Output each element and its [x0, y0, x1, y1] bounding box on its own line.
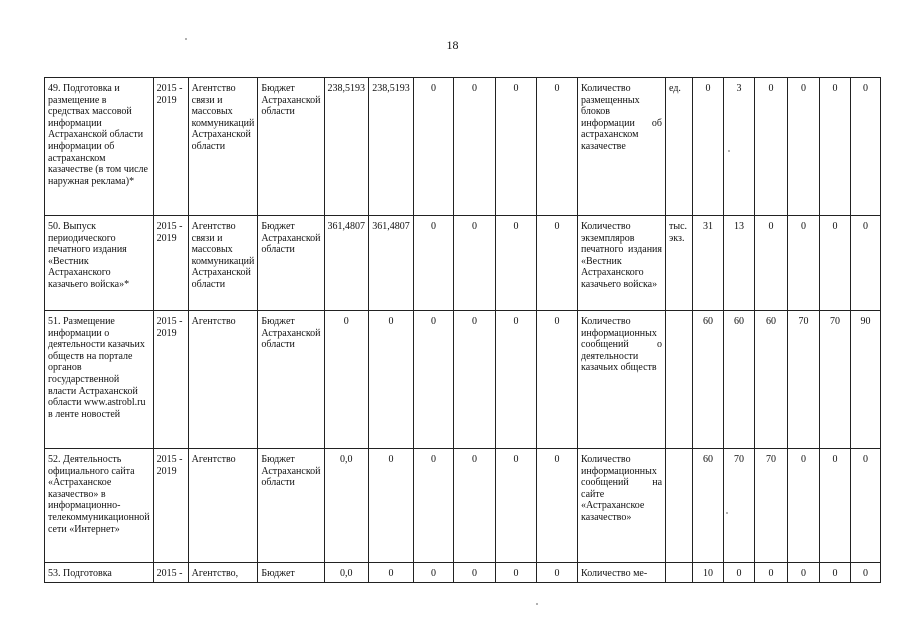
- funding-total: 238,5193: [324, 78, 369, 216]
- indicator: Количество информационных сообщений о деятельности казачьих обществ: [578, 311, 666, 449]
- indicator-value: 0: [851, 563, 881, 583]
- period: 2015 - 2019: [153, 311, 188, 449]
- indicator-value: 60: [693, 311, 724, 449]
- page-number: 18: [446, 38, 459, 52]
- indicator-value: 70: [820, 311, 851, 449]
- funding-total: 0,0: [324, 449, 369, 563]
- funding-year: 0: [454, 449, 496, 563]
- table-row: [45, 563, 881, 583]
- funding-year: 0: [454, 78, 496, 216]
- funding-year: 0: [369, 311, 414, 449]
- executor: Агентство связи и массовых коммуникаций Астраханской области: [188, 216, 258, 311]
- period: 2015 -: [153, 563, 188, 583]
- indicator-value: 60: [755, 311, 788, 449]
- indicator-value: 10: [693, 563, 724, 583]
- scan-speck: [728, 150, 730, 152]
- table-row: [45, 311, 881, 449]
- funding-year: 0: [414, 311, 454, 449]
- indicator-value: 0: [820, 563, 851, 583]
- funding-year: 0: [369, 563, 414, 583]
- indicator-value: 70: [755, 449, 788, 563]
- funding-year: 0: [496, 311, 537, 449]
- funding-source: Бюджет: [258, 563, 324, 583]
- indicator-value: 60: [724, 311, 755, 449]
- indicator-value: 0: [755, 563, 788, 583]
- unit: тыс. экз.: [666, 216, 693, 311]
- funding-year: 0: [454, 311, 496, 449]
- funding-year: 0: [496, 563, 537, 583]
- funding-source: Бюджет Астраханской области: [258, 449, 324, 563]
- indicator-value: 0: [851, 216, 881, 311]
- scan-speck: [185, 38, 187, 40]
- indicator-value: 0: [788, 563, 820, 583]
- indicator-value: 70: [724, 449, 755, 563]
- indicator-value: 70: [788, 311, 820, 449]
- funding-year: 0: [414, 449, 454, 563]
- table-row: [45, 449, 881, 563]
- indicator-value: 13: [724, 216, 755, 311]
- funding-year: 0: [496, 78, 537, 216]
- unit: [666, 311, 693, 449]
- scan-speck: [726, 512, 728, 514]
- measure-name: 50. Выпуск периодического печатного издания «Вестник Астраханского казачьего войска»*: [45, 216, 154, 311]
- funding-year: 0: [414, 78, 454, 216]
- funding-year: 0: [537, 449, 578, 563]
- measure-name: 49. Подготовка и размещение в средствах массовой информации Астраханской области информации об астраханском казачестве (в том числе наружная реклама)*: [45, 78, 154, 216]
- funding-total: 0,0: [324, 563, 369, 583]
- funding-year: 0: [454, 563, 496, 583]
- table-row: [45, 78, 881, 216]
- executor: Агентство связи и массовых коммуникаций Астраханской области: [188, 78, 258, 216]
- indicator-value: 0: [820, 216, 851, 311]
- unit: ед.: [666, 78, 693, 216]
- indicator: Количество размещенных блоков информации об астраханском казачестве: [578, 78, 666, 216]
- funding-year: 238,5193: [369, 78, 414, 216]
- funding-year: 0: [537, 311, 578, 449]
- funding-year: 0: [496, 449, 537, 563]
- unit: [666, 449, 693, 563]
- unit: [666, 563, 693, 583]
- indicator-value: 0: [755, 216, 788, 311]
- funding-year: 0: [414, 563, 454, 583]
- funding-year: 0: [369, 449, 414, 563]
- table-row: [45, 216, 881, 311]
- indicator-value: 90: [851, 311, 881, 449]
- indicator-value: 0: [788, 449, 820, 563]
- funding-year: 0: [537, 78, 578, 216]
- indicator-value: 0: [820, 449, 851, 563]
- executor: Агентство: [188, 311, 258, 449]
- indicator-value: 0: [724, 563, 755, 583]
- indicator: Количество ме-: [578, 563, 666, 583]
- indicator-value: 3: [724, 78, 755, 216]
- measure-name: 51. Размещение информации о деятельности казачьих обществ на портале органов государственной власти Астраханской области www.astrobl.ru в ленте новостей: [45, 311, 154, 449]
- funding-year: 0: [537, 563, 578, 583]
- indicator-value: 0: [788, 78, 820, 216]
- indicator-value: 0: [693, 78, 724, 216]
- indicator: Количество информационных сообщений на сайте «Астраханское казачество»: [578, 449, 666, 563]
- funding-year: 0: [454, 216, 496, 311]
- indicator-value: 0: [820, 78, 851, 216]
- executor: Агентство: [188, 449, 258, 563]
- indicator: Количество экземпляров печатного издания «Вестник Астраханского казачьего войска»: [578, 216, 666, 311]
- scan-speck: [536, 603, 538, 605]
- indicator-value: 60: [693, 449, 724, 563]
- measure-name: 53. Подготовка: [45, 563, 154, 583]
- funding-year: 0: [537, 216, 578, 311]
- funding-source: Бюджет Астраханской области: [258, 216, 324, 311]
- funding-total: 361,4807: [324, 216, 369, 311]
- period: 2015 - 2019: [153, 216, 188, 311]
- period: 2015 - 2019: [153, 78, 188, 216]
- funding-year: 0: [414, 216, 454, 311]
- period: 2015 - 2019: [153, 449, 188, 563]
- measure-name: 52. Деятельность официального сайта «Астраханское казачество» в информационно-телекоммуникационной сети «Интернет»: [45, 449, 154, 563]
- funding-year: 361,4807: [369, 216, 414, 311]
- program-measures-table: [44, 77, 881, 583]
- funding-source: Бюджет Астраханской области: [258, 78, 324, 216]
- indicator-value: 0: [851, 449, 881, 563]
- funding-year: 0: [496, 216, 537, 311]
- indicator-value: 0: [755, 78, 788, 216]
- funding-total: 0: [324, 311, 369, 449]
- indicator-value: 0: [788, 216, 820, 311]
- indicator-value: 31: [693, 216, 724, 311]
- funding-source: Бюджет Астраханской области: [258, 311, 324, 449]
- indicator-value: 0: [851, 78, 881, 216]
- executor: Агентство,: [188, 563, 258, 583]
